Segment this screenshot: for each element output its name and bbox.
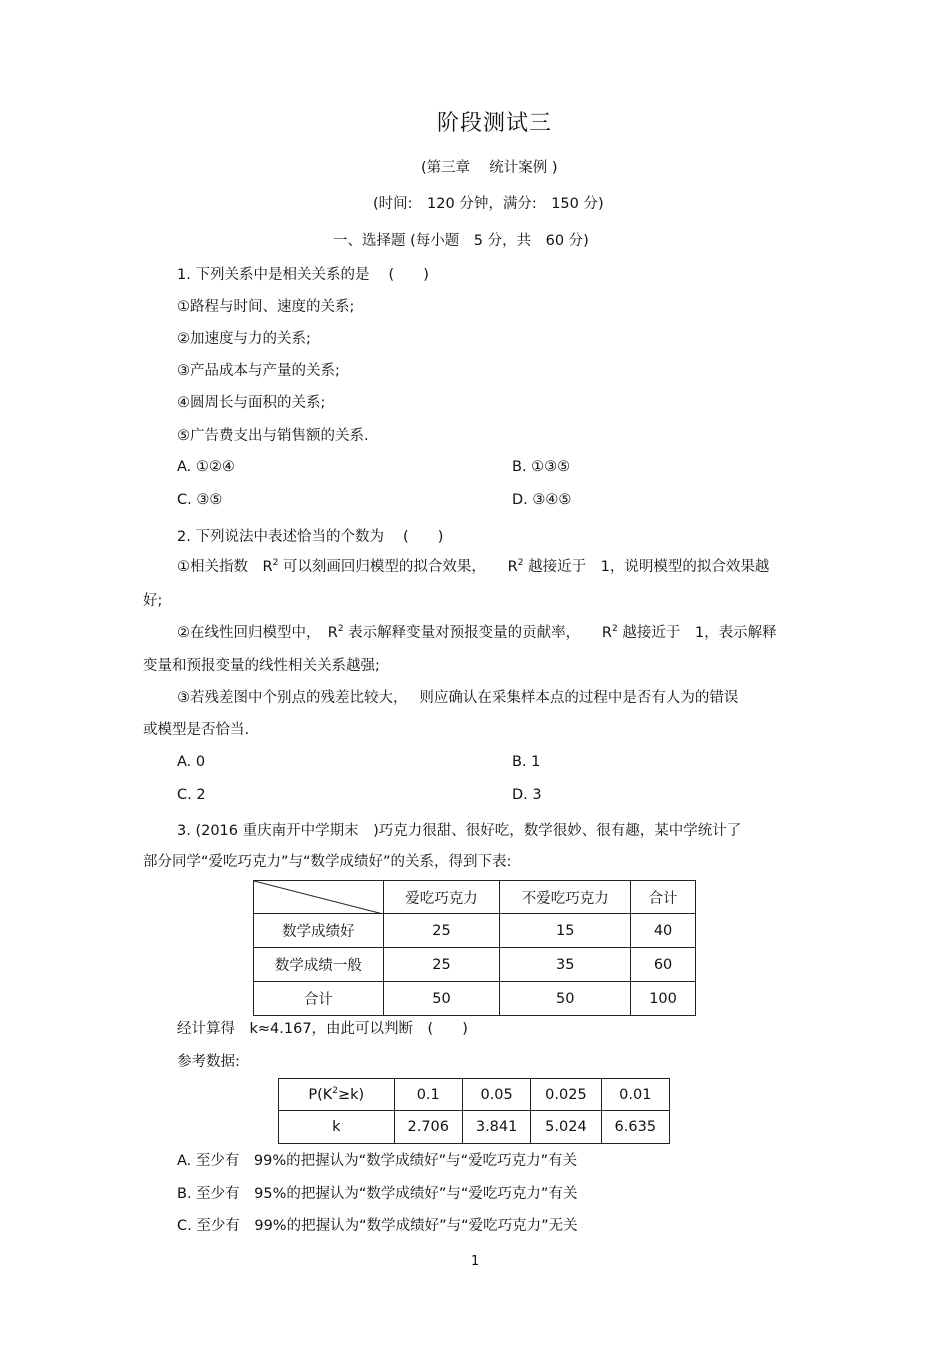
q3-option-c: C. 至少有 99%的把握认为“数学成绩好”与“爱吃巧克力”无关 (177, 1218, 578, 1234)
reference-label: 参考数据: (177, 1054, 240, 1070)
row-header: 数学成绩好 (254, 914, 384, 948)
table-cell: 0.025 (531, 1079, 601, 1111)
table-cell: 15 (500, 914, 631, 948)
row-header: 数学成绩一般 (254, 948, 384, 982)
q2-option-d: D. 3 (512, 787, 542, 803)
table-cell: 40 (631, 914, 696, 948)
q1-item-5: ⑤广告费支出与销售额的关系. (177, 428, 369, 444)
diagonal-line (254, 881, 383, 914)
q2-statement-2-cont: 变量和预报变量的线性相关关系越强; (143, 658, 380, 674)
table-cell: 6.635 (601, 1111, 669, 1144)
q2-statement-2: ②在线性回归模型中， $R^2$ 表示解释变量对预报变量的贡献率， $R^2$ 越接近于 1，表示解释 (177, 624, 777, 641)
q3-stem-cont: 部分同学“爱吃巧克力”与“数学成绩好”的关系，得到下表: (143, 854, 512, 870)
table-cell: 0.01 (601, 1079, 669, 1111)
table-cell: 50 (500, 982, 631, 1016)
diagonal-header-cell (254, 881, 384, 914)
section-heading: 一、选择题 (每小题 5 分，共 60 分) (333, 233, 589, 249)
q1-stem: 1. 下列关系中是相关关系的是 ( ) (177, 267, 429, 283)
contingency-table (253, 880, 696, 1016)
page-title: 阶段测试三 (437, 111, 553, 136)
table-row (254, 982, 696, 1016)
q3-stem: 3. (2016 重庆南开中学期末 )巧克力很甜、很好吃，数学很妙、很有趣，某中学统计了 (177, 823, 742, 839)
q1-item-3: ③产品成本与产量的关系; (177, 363, 340, 379)
table-cell: 50 (383, 982, 500, 1016)
q3-option-a: A. 至少有 99%的把握认为“数学成绩好”与“爱吃巧克力”有关 (177, 1153, 578, 1169)
table-row (254, 948, 696, 982)
q1-option-d: D. ③④⑤ (512, 492, 572, 508)
table-cell: 5.024 (531, 1111, 601, 1144)
column-header: 爱吃巧克力 (383, 881, 500, 914)
table-cell: 100 (631, 982, 696, 1016)
reference-table (278, 1078, 670, 1144)
q1-option-c: C. ③⑤ (177, 492, 223, 508)
row-header: 合计 (254, 982, 384, 1016)
q1-option-b: B. ①③⑤ (512, 459, 571, 475)
q1-option-a: A. ①②④ (177, 459, 235, 475)
table-cell: 60 (631, 948, 696, 982)
q2-option-a: A. 0 (177, 754, 206, 770)
q2-statement-3: ③若残差图中个别点的残差比较大， 则应确认在采集样本点的过程中是否有人为的错误 (177, 690, 739, 706)
column-header: 不爱吃巧克力 (500, 881, 631, 914)
table-row (279, 1079, 670, 1111)
table-cell: 3.841 (462, 1111, 530, 1144)
q3-calc: 经计算得 k≈4.167，由此可以判断 ( ) (177, 1021, 468, 1037)
row-header: $P(K^2\ge k)$ (279, 1079, 395, 1111)
table-row (279, 1111, 670, 1144)
table-cell: 2.706 (394, 1111, 462, 1144)
q2-statement-3-cont: 或模型是否恰当. (143, 722, 250, 738)
time-info: (时间: 120 分钟，满分: 150 分) (373, 196, 604, 212)
table-cell: 25 (383, 914, 500, 948)
q3-option-b: B. 至少有 95%的把握认为“数学成绩好”与“爱吃巧克力”有关 (177, 1186, 578, 1202)
table-cell: 25 (383, 948, 500, 982)
table-row (254, 914, 696, 948)
q1-item-1: ①路程与时间、速度的关系; (177, 299, 355, 315)
q2-option-b: B. 1 (512, 754, 541, 770)
q1-item-4: ④圆周长与面积的关系; (177, 395, 326, 411)
chapter-subtitle: (第三章 统计案例 ) (421, 160, 558, 176)
page-number: 1 (471, 1254, 480, 1269)
q2-option-c: C. 2 (177, 787, 206, 803)
table-cell: 0.1 (394, 1079, 462, 1111)
column-header: 合计 (631, 881, 696, 914)
table-header-row (254, 881, 696, 914)
q1-item-2: ②加速度与力的关系; (177, 331, 311, 347)
table-cell: 35 (500, 948, 631, 982)
q2-stem: 2. 下列说法中表述恰当的个数为 ( ) (177, 529, 444, 545)
q2-statement-1: ①相关指数 $R^2$ 可以刻画回归模型的拟合效果， $R^2$ 越接近于 1，说明模型的拟合效果越 (177, 558, 770, 575)
table-cell: 0.05 (462, 1079, 530, 1111)
row-header: k (279, 1111, 395, 1144)
q2-statement-1-cont: 好; (143, 593, 163, 609)
